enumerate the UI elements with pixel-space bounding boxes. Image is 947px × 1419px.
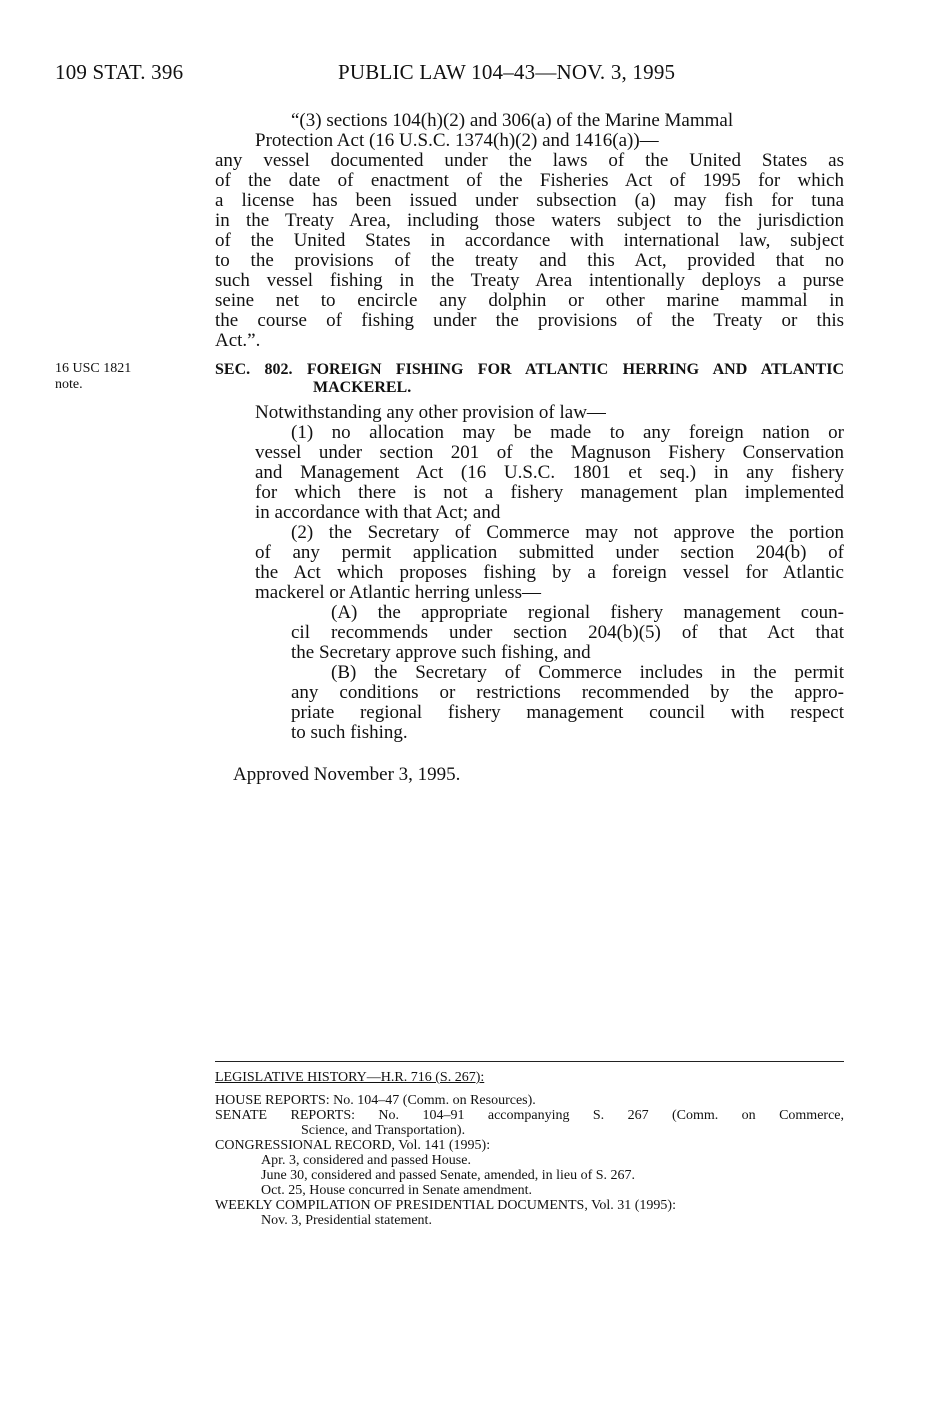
- text-line: seine net to encircle any dolphin or other marine mammal in: [215, 290, 844, 311]
- text-line: the Act which proposes fishing by a foreign vessel for Atlantic: [255, 562, 844, 583]
- text-line: in accordance with that Act; and: [255, 502, 501, 523]
- running-head: PUBLIC LAW 104–43—NOV. 3, 1995: [338, 60, 676, 84]
- text-line: any conditions or restrictions recommended by the appro-: [291, 682, 844, 703]
- text-line: any vessel documented under the laws of the United States as: [215, 150, 844, 171]
- margin-note-label: note.: [55, 377, 83, 392]
- text-line: in the Treaty Area, including those waters subject to the jurisdiction: [215, 210, 844, 231]
- stat-page-number: 109 STAT. 396: [55, 60, 184, 84]
- text-line: and Management Act (16 U.S.C. 1801 et seq.) in any fishery: [255, 462, 844, 483]
- record-entry: Oct. 25, House concurred in Senate amendment.: [261, 1183, 532, 1198]
- text-line: vessel under section 201 of the Magnuson Fishery Conservation: [255, 442, 844, 463]
- text-line: (2) the Secretary of Commerce may not approve the portion: [291, 522, 844, 543]
- senate-reports: SENATE REPORTS: No. 104–91 accompanying S. 267 (Comm. on Commerce,: [215, 1108, 844, 1123]
- legislative-history: [215, 1070, 844, 1228]
- congressional-record: CONGRESSIONAL RECORD, Vol. 141 (1995):: [215, 1138, 491, 1153]
- section-801-text: [215, 111, 844, 351]
- intro-line: Notwithstanding any other provision of law—: [255, 402, 606, 423]
- text-line: cil recommends under section 204(b)(5) of that Act that: [291, 622, 844, 643]
- text-line: Act.”.: [215, 330, 261, 351]
- senate-reports-cont: Science, and Transportation).: [301, 1123, 466, 1138]
- weekly-entry: Nov. 3, Presidential statement.: [261, 1213, 432, 1228]
- legislative-history-heading: LEGISLATIVE HISTORY—H.R. 716 (S. 267):: [215, 1070, 485, 1085]
- text-line: of the United States in accordance with international law, subject: [215, 230, 844, 251]
- section-802-text: [215, 403, 844, 743]
- text-line: Protection Act (16 U.S.C. 1374(h)(2) and 1416(a))—: [255, 130, 659, 151]
- text-line: for which there is not a fishery management plan implemented: [255, 482, 844, 503]
- text-line: priate regional fishery management council with respect: [291, 702, 844, 723]
- text-line: (A) the appropriate regional fishery management coun-: [331, 602, 844, 623]
- text-line: of any permit application submitted under section 204(b) of: [255, 542, 844, 563]
- section-heading-line: MACKEREL.: [313, 379, 412, 396]
- text-line: a license has been issued under subsection (a) may fish for tuna: [215, 190, 844, 211]
- section-heading-line: SEC. 802. FOREIGN FISHING FOR ATLANTIC HERRING AND ATLANTIC: [215, 361, 844, 378]
- text-line: such vessel fishing in the Treaty Area intentionally deploys a purse: [215, 270, 844, 291]
- text-line: (1) no allocation may be made to any foreign nation or: [291, 422, 844, 443]
- section-heading: [215, 361, 844, 397]
- text-line: to the provisions of the treaty and this Act, provided that no: [215, 250, 844, 271]
- text-line: the Secretary approve such fishing, and: [291, 642, 591, 663]
- text-line: the course of fishing under the provisions of the Treaty or this: [215, 310, 844, 331]
- text-line: mackerel or Atlantic herring unless—: [255, 582, 541, 603]
- record-entry: June 30, considered and passed Senate, amended, in lieu of S. 267.: [261, 1168, 636, 1183]
- text-line: “(3) sections 104(h)(2) and 306(a) of the Marine Mammal: [291, 110, 734, 131]
- margin-note: [55, 361, 185, 393]
- house-reports: HOUSE REPORTS: No. 104–47 (Comm. on Resources).: [215, 1093, 536, 1108]
- text-line: of the date of enactment of the Fisheries Act of 1995 for which: [215, 170, 844, 191]
- approval-date: Approved November 3, 1995.: [233, 764, 461, 785]
- weekly-compilation: WEEKLY COMPILATION OF PRESIDENTIAL DOCUMENTS, Vol. 31 (1995):: [215, 1198, 676, 1213]
- record-entry: Apr. 3, considered and passed House.: [261, 1153, 471, 1168]
- text-line: (B) the Secretary of Commerce includes in the permit: [331, 662, 844, 683]
- text-line: to such fishing.: [291, 722, 408, 743]
- divider-rule: [215, 1061, 844, 1062]
- margin-note-citation: 16 USC 1821: [55, 361, 132, 376]
